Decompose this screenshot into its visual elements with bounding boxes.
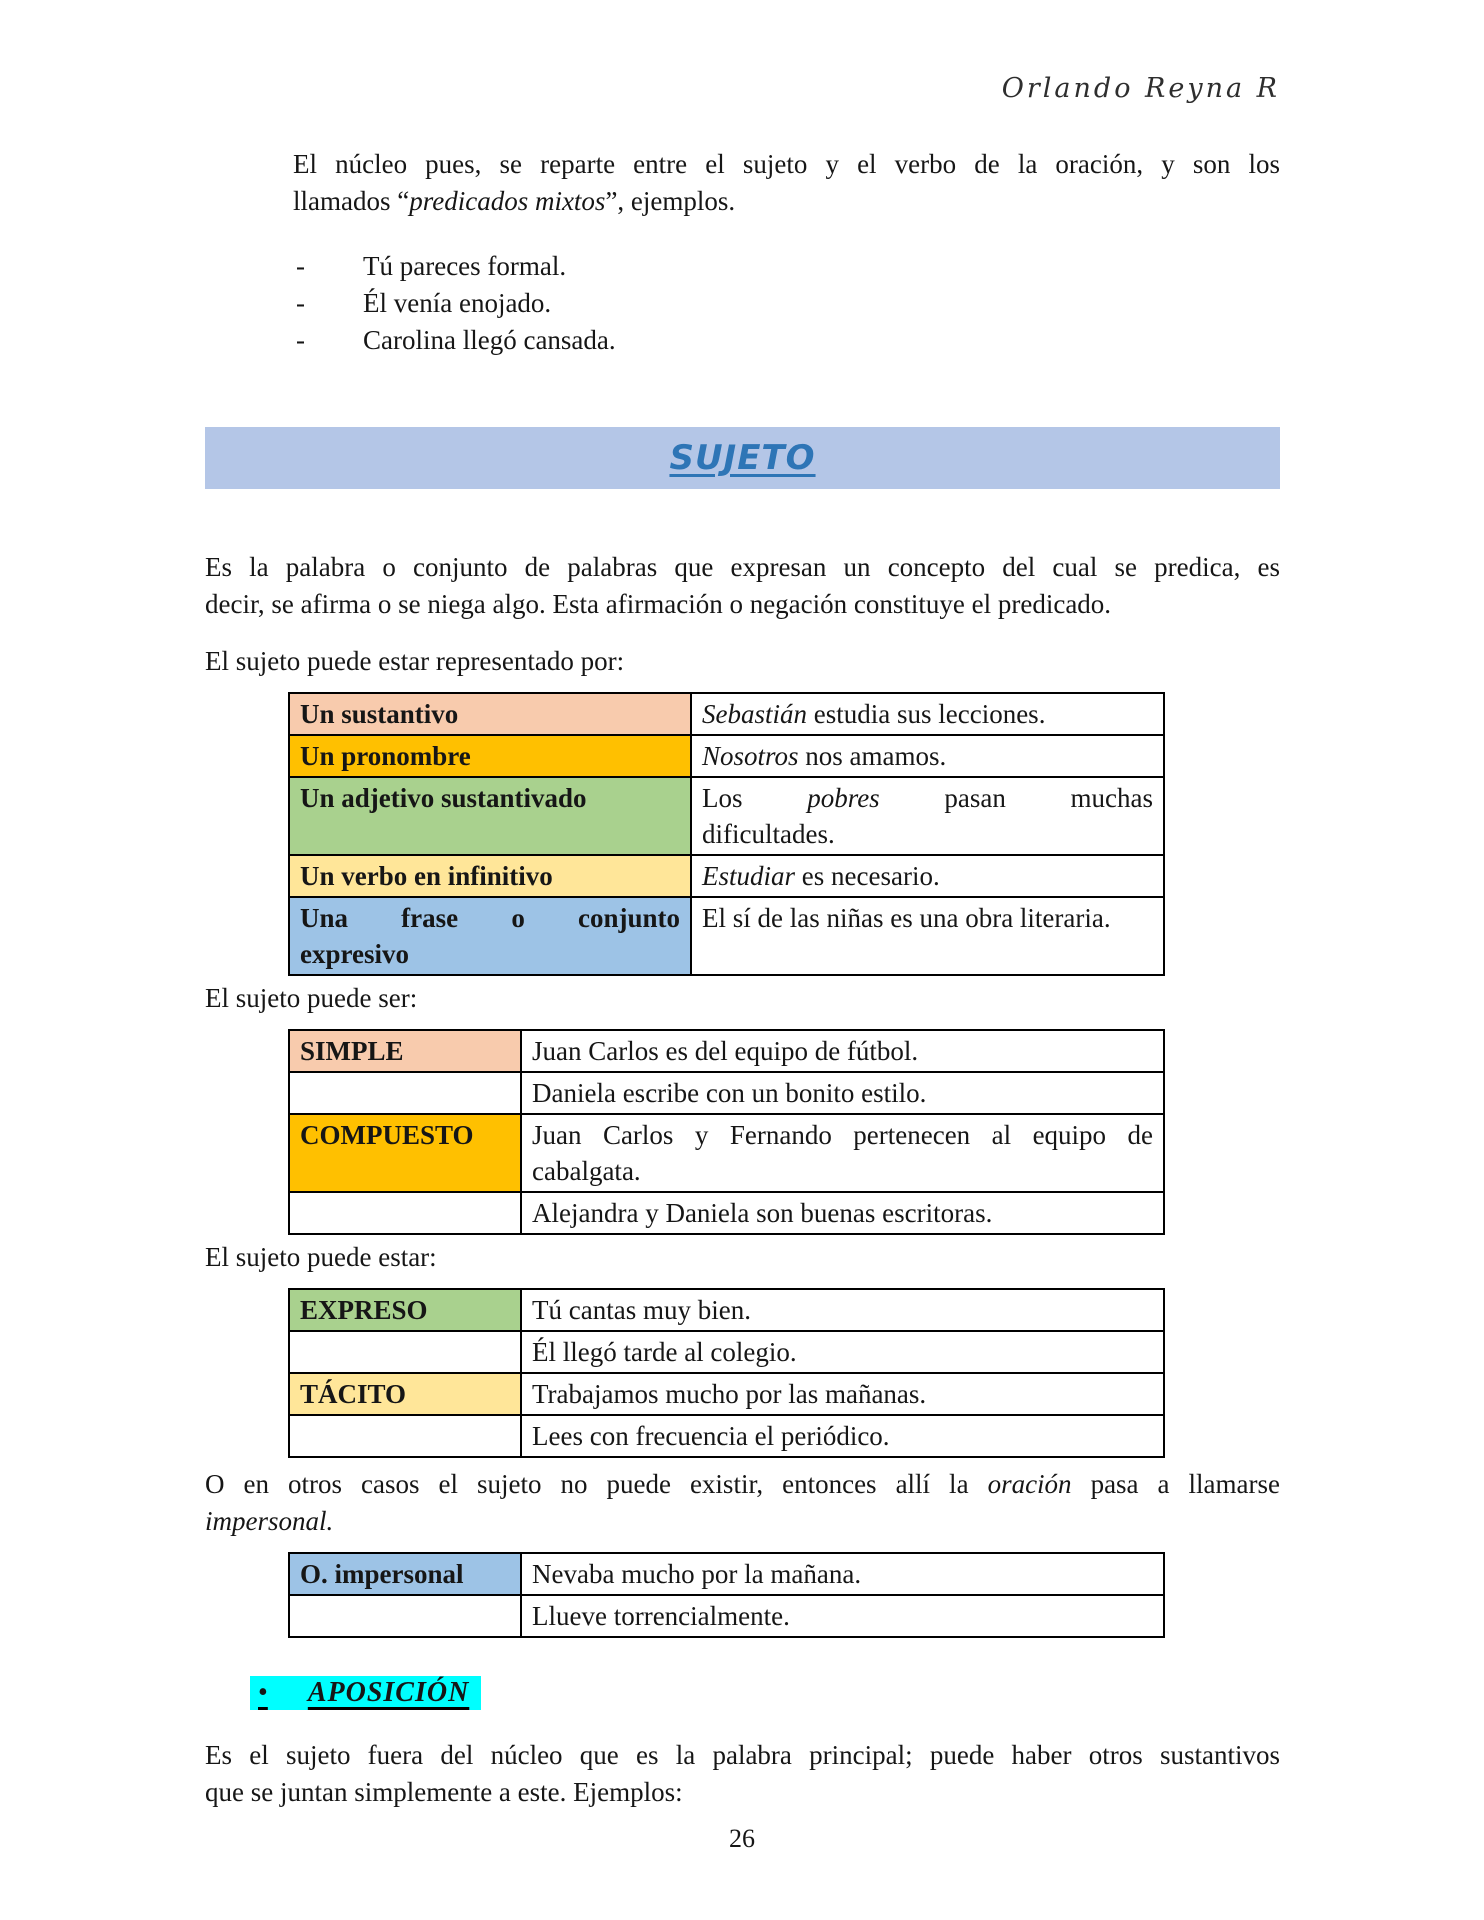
list-item xyxy=(296,248,1280,285)
intro-line2-pre: llamados “ xyxy=(293,186,410,216)
table-row xyxy=(289,897,1164,975)
intro-line2-italic: predicados mixtos xyxy=(409,186,606,216)
dash-marker: - xyxy=(296,251,305,281)
example-italic: pobres xyxy=(807,783,880,813)
example-text: Los xyxy=(702,783,808,813)
row-label: Un sustantivo xyxy=(289,693,691,735)
example-text: El sí de las niñas es una obra literaria. xyxy=(702,903,1111,933)
table-row xyxy=(289,693,1164,735)
table-row xyxy=(289,1030,1164,1072)
label-line2: expresivo xyxy=(300,939,409,969)
example-line2: dificultades. xyxy=(702,819,835,849)
impersonal-paragraph xyxy=(205,1466,1280,1540)
aposicion-paragraph xyxy=(205,1737,1280,1811)
table-row xyxy=(289,1595,1164,1637)
row-example: Nevaba mucho por la mañana. xyxy=(521,1553,1164,1595)
row-example: Lees con frecuencia el periódico. xyxy=(521,1415,1164,1457)
example-italic: Estudiar xyxy=(702,861,796,891)
example-list xyxy=(296,248,1280,359)
row-label: Un adjetivo sustantivado xyxy=(289,777,691,855)
row-example: Él llegó tarde al colegio. xyxy=(521,1331,1164,1373)
section-title: SUJETO xyxy=(669,437,816,478)
row-example: Juan Carlos es del equipo de fútbol. xyxy=(521,1030,1164,1072)
row-example xyxy=(691,693,1164,735)
row-example: Llueve torrencialmente. xyxy=(521,1595,1164,1637)
page-number: 26 xyxy=(729,1824,755,1853)
row-example: Tú cantas muy bien. xyxy=(521,1289,1164,1331)
intro-line2-post: ”, ejemplos. xyxy=(605,186,736,216)
aposicion-line2: que se juntan simplemente a este. Ejemplos: xyxy=(205,1777,683,1807)
list-item-text: Tú pareces formal. xyxy=(363,251,567,281)
row-label: TÁCITO xyxy=(289,1373,521,1415)
dash-marker: - xyxy=(296,325,305,355)
example-line1: Juan Carlos y Fernando pertenecen al equipo de xyxy=(532,1120,1153,1150)
example-italic: Sebastián xyxy=(702,699,807,729)
example-text: nos amamos. xyxy=(798,741,947,771)
table-estar xyxy=(288,1288,1165,1458)
example-line1 xyxy=(702,780,1153,816)
lead-represented: El sujeto puede estar representado por: xyxy=(205,646,625,676)
row-example: Trabajamos mucho por las mañanas. xyxy=(521,1373,1164,1415)
aposicion-highlight xyxy=(250,1676,481,1710)
lead-estar: El sujeto puede estar: xyxy=(205,1242,437,1272)
row-label xyxy=(289,1192,521,1234)
lead-ser: El sujeto puede ser: xyxy=(205,983,418,1013)
example-line2: cabalgata. xyxy=(532,1156,641,1186)
intro-paragraph xyxy=(293,146,1280,220)
dash-marker: - xyxy=(296,288,305,318)
row-label xyxy=(289,897,691,975)
impersonal-line1 xyxy=(205,1466,1280,1503)
table-row xyxy=(289,1072,1164,1114)
row-example xyxy=(691,735,1164,777)
row-example xyxy=(691,855,1164,897)
author-name: Orlando Reyna R xyxy=(1001,73,1280,104)
example-italic: Nosotros xyxy=(702,741,799,771)
impersonal-italic: oración xyxy=(987,1469,1072,1499)
row-example xyxy=(691,897,1164,975)
table-row xyxy=(289,777,1164,855)
table-row xyxy=(289,1289,1164,1331)
table-row xyxy=(289,1373,1164,1415)
definition-line2: decir, se afirma o se niega algo. Esta afirmación o negación constituye el predicado. xyxy=(205,589,1112,619)
example-text: estudia sus lecciones. xyxy=(807,699,1046,729)
intro-line2 xyxy=(293,183,1280,220)
row-label xyxy=(289,1072,521,1114)
row-example xyxy=(691,777,1164,855)
row-example xyxy=(521,1114,1164,1192)
definition-paragraph xyxy=(205,549,1280,623)
aposicion-line1: Es el sujeto fuera del núcleo que es la palabra principal; puede haber otros sustantivos xyxy=(205,1740,1280,1770)
list-item-text: Carolina llegó cansada. xyxy=(363,325,616,355)
intro-line1: El núcleo pues, se reparte entre el sujeto y el verbo de la oración, y son los xyxy=(293,149,1280,179)
label-line1: Una frase o conjunto xyxy=(300,903,680,933)
table-row xyxy=(289,855,1164,897)
table-row xyxy=(289,1331,1164,1373)
row-label xyxy=(289,1595,521,1637)
table-row xyxy=(289,735,1164,777)
list-item-text: Él venía enojado. xyxy=(363,288,552,318)
table-row xyxy=(289,1114,1164,1192)
list-item xyxy=(296,322,1280,359)
aposicion-heading xyxy=(250,1674,1280,1711)
table-row xyxy=(289,1553,1164,1595)
impersonal-post: pasa a llamarse xyxy=(1071,1469,1280,1499)
row-label xyxy=(289,1331,521,1373)
table-row xyxy=(289,1415,1164,1457)
row-label xyxy=(289,1415,521,1457)
impersonal-pre: O en otros casos el sujeto no puede existir, entonces allí la xyxy=(205,1469,988,1499)
table-represented xyxy=(288,692,1165,976)
example-text: pasan muchas xyxy=(879,783,1154,813)
row-label: COMPUESTO xyxy=(289,1114,521,1192)
row-example: Daniela escribe con un bonito estilo. xyxy=(521,1072,1164,1114)
row-label: EXPRESO xyxy=(289,1289,521,1331)
table-impersonal xyxy=(288,1552,1165,1638)
table-ser xyxy=(288,1029,1165,1235)
impersonal-line2 xyxy=(205,1503,1280,1540)
row-label: Un verbo en infinitivo xyxy=(289,855,691,897)
row-example: Alejandra y Daniela son buenas escritoras. xyxy=(521,1192,1164,1234)
table-row xyxy=(289,1192,1164,1234)
section-banner xyxy=(205,427,1280,489)
bullet-marker: • xyxy=(258,1677,268,1708)
list-item xyxy=(296,285,1280,322)
example-text: es necesario. xyxy=(795,861,940,891)
row-label: O. impersonal xyxy=(289,1553,521,1595)
row-label: Un pronombre xyxy=(289,735,691,777)
definition-line1: Es la palabra o conjunto de palabras que expresan un concepto del cual se predica, es xyxy=(205,552,1280,582)
aposicion-title: APOSICIÓN xyxy=(307,1677,470,1708)
row-label: SIMPLE xyxy=(289,1030,521,1072)
impersonal-line2-italic: impersonal. xyxy=(205,1506,334,1536)
